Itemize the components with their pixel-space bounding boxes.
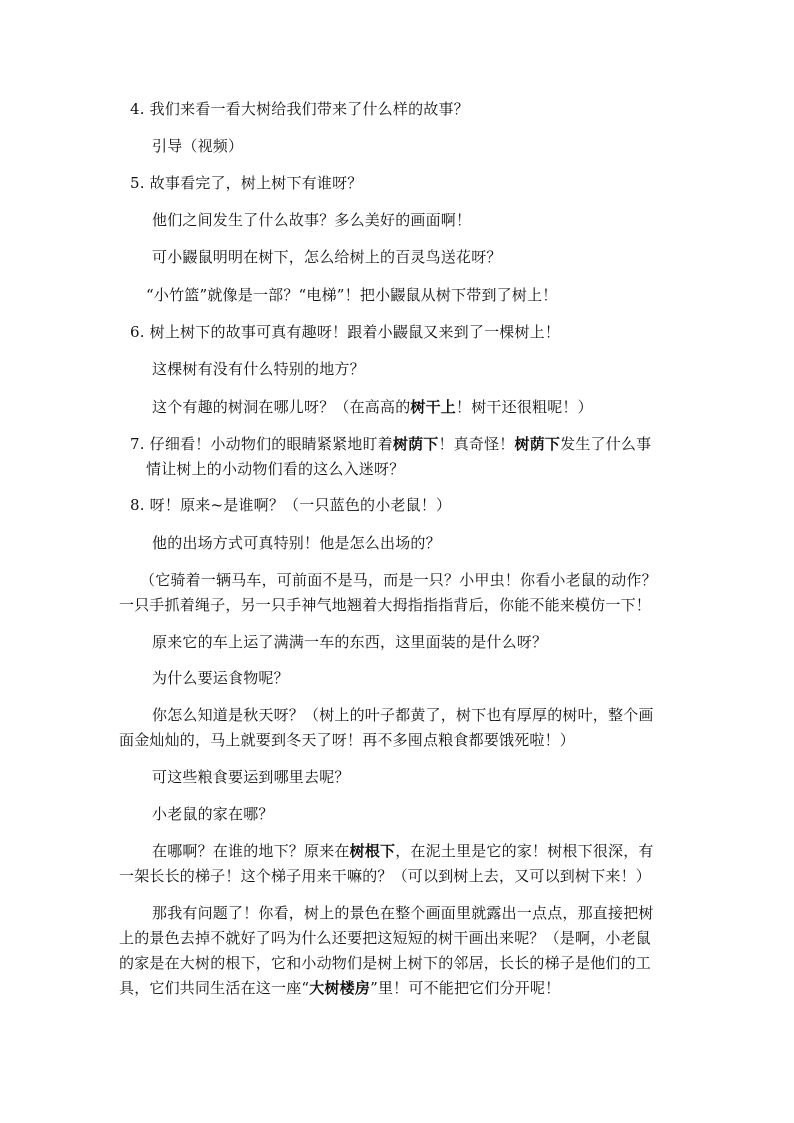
bold-text: 树荫下 (392, 435, 439, 453)
text-run: （它骑着一辆马车，可前面不是马，而是一只？小甲虫！你看小老鼠的动作？ (140, 571, 657, 589)
text-line (146, 285, 557, 305)
text-run: 面金灿灿的，马上就要到冬天了呀！再不多囤点粮食都要饿死啦！） (119, 731, 576, 749)
text-line (119, 953, 651, 973)
text-run: ！树干还很粗呢！） (456, 398, 593, 416)
text-run: ，在泥土里是它的家！树根下很深，有 (395, 842, 654, 860)
text-run: 小老鼠的家在哪？ (152, 805, 274, 823)
text-line (119, 866, 651, 886)
text-line (119, 978, 560, 998)
text-line (130, 322, 560, 342)
text-line (119, 595, 651, 615)
text-run: 7. 仔细看！小动物们的眼睛紧紧地盯着 (130, 435, 393, 453)
text-line (152, 533, 441, 553)
text-run: 的家是在大树的根下，它和小动物们是树上树下的邻居，长长的梯子是他们的工 (119, 954, 652, 972)
text-line (140, 570, 657, 590)
text-line (152, 210, 471, 230)
text-run: 他们之间发生了什么故事？多么美好的画面啊！ (152, 211, 472, 229)
text-run: 具，它们共同生活在这一座“ (119, 979, 310, 997)
text-line (119, 730, 575, 750)
text-run: 一架长长的梯子！这个梯子用来干嘛的？（可以到树上去，又可以到树下来！） (119, 867, 652, 885)
text-run: 5. 故事看完了，树上树下有谁呀？ (130, 174, 363, 192)
text-line (152, 247, 502, 267)
text-line (152, 705, 654, 725)
text-line (152, 841, 654, 861)
text-line (152, 804, 274, 824)
text-run: ”里！可不能把它们分开呢！ (370, 979, 561, 997)
text-run: “小竹篮”就像是一部？“电梯”！把小鼹鼠从树下带到了树上！ (146, 286, 558, 304)
text-line (152, 632, 547, 652)
text-run: 原来它的车上运了满满一车的东西，这里面装的是什么呀？ (152, 633, 548, 651)
text-run: 上的景色去掉不就好了吗为什么还要把这短短的树干画出来呢？（是啊，小老鼠 (119, 929, 652, 947)
text-run: 在哪啊？在谁的地下？原来在 (152, 842, 350, 860)
text-line (152, 668, 289, 688)
text-run: 这个有趣的树洞在哪儿呀？（在高高的 (152, 398, 411, 416)
text-run: 他的出场方式可真特别！他是怎么出场的？ (152, 534, 441, 552)
text-line (152, 359, 365, 379)
text-run: 情让树上的小动物们看的这么入迷呀？ (146, 460, 405, 478)
text-run: 你怎么知道是秋天呀？（树上的叶子都黄了，树下也有厚厚的树叶，整个画 (152, 706, 654, 724)
text-line (152, 767, 350, 787)
text-run: 那我有问题了！你看，树上的景色在整个画面里就露出一点点，那直接把树 (152, 904, 654, 922)
bold-text: 大树楼房 (309, 979, 371, 997)
bold-text: 树干上 (410, 398, 457, 416)
text-line (119, 928, 651, 948)
text-line (152, 903, 654, 923)
text-line (130, 99, 469, 119)
text-line (152, 136, 243, 156)
bold-text: 树根下 (349, 842, 396, 860)
text-run: 可这些粮食要运到哪里去呢？ (152, 768, 350, 786)
text-run: 这棵树有没有什么特别的地方？ (152, 360, 365, 378)
text-line (130, 434, 651, 454)
text-line (130, 173, 362, 193)
text-run: 发生了什么事 (560, 435, 652, 453)
text-run: 可小鼹鼠明明在树下，怎么给树上的百灵鸟送花呀？ (152, 248, 502, 266)
text-run: 8. 呀！原来~是谁啊？（一只蓝色的小老鼠！） (130, 496, 452, 514)
text-run: 4. 我们来看一看大树给我们带来了什么样的故事？ (130, 100, 469, 118)
text-line (146, 459, 404, 479)
text-run: 一只手抓着绳子，另一只手神气地翘着大拇指指指背后，你能不能来模仿一下！ (119, 596, 652, 614)
text-run: 引导（视频） (152, 137, 244, 155)
text-run: 6. 树上树下的故事可真有趣呀！跟着小鼹鼠又来到了一棵树上！ (130, 323, 561, 341)
text-line (152, 397, 593, 417)
bold-text: 树荫下 (514, 435, 561, 453)
text-run: ！真奇怪！ (438, 435, 515, 453)
text-line (130, 495, 451, 515)
text-run: 为什么要运食物呢？ (152, 669, 289, 687)
